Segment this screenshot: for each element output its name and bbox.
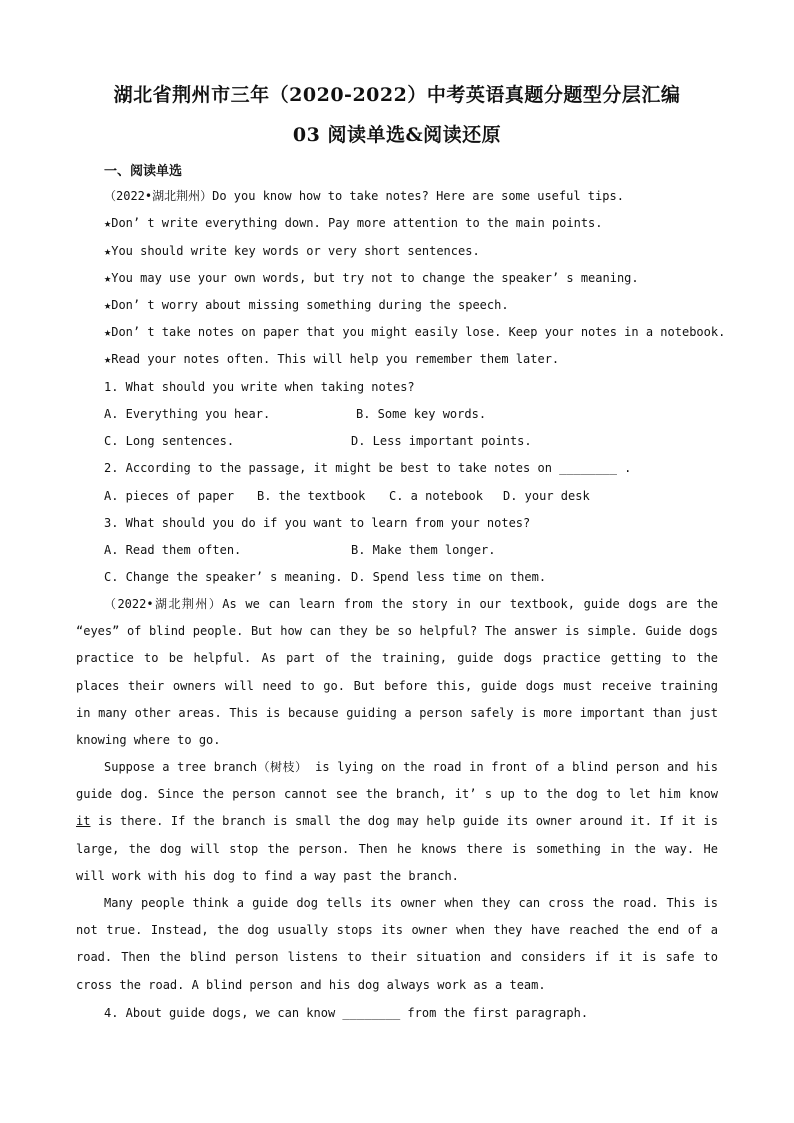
q2-option-c: C. a notebook (389, 489, 483, 503)
passage1-intro: （2022•湖北荆州）Do you know how to take notes? Here are some useful tips. (104, 189, 624, 203)
tip-item: ★Don’ t worry about missing something during the speech. (104, 298, 509, 312)
page-subtitle: 03 阅读单选&阅读还原 (292, 124, 502, 146)
tip-item: ★You may use your own words, but try not to change the speaker’ s meaning. (104, 271, 639, 285)
q2-option-a: A. pieces of paper (104, 489, 235, 503)
q3-option-c: C. Change the speaker’ s meaning. (104, 570, 343, 584)
q1-option-b: B. Some key words. (356, 407, 487, 421)
passage2-paragraph-2 (76, 754, 718, 890)
paragraph-text: is there. If the branch is small the dog may help guide its owner around it. If it is large, the dog will stop the person. Then he knows there is something in the way. He will work with his dog to find a way past the branch. (76, 814, 718, 883)
underlined-word: it (76, 814, 91, 829)
q2-option-b: B. the textbook (257, 489, 366, 503)
q1-option-a: A. Everything you hear. (104, 407, 271, 421)
q3-option-d: D. Spend less time on them. (351, 570, 547, 584)
tip-item: ★Read your notes often. This will help you remember them later. (104, 352, 560, 366)
tip-item: ★Don’ t write everything down. Pay more attention to the main points. (104, 216, 603, 230)
section-heading: 一、阅读单选 (104, 164, 183, 179)
question-2-stem: 2. According to the passage, it might be best to take notes on ________ . (104, 461, 632, 475)
q1-option-d: D. Less important points. (351, 434, 532, 448)
q1-option-c: C. Long sentences. (104, 434, 235, 448)
question-4-stem: 4. About guide dogs, we can know ________ from the first paragraph. (104, 1006, 589, 1020)
q2-option-d: D. your desk (503, 489, 590, 503)
question-1-stem: 1. What should you write when taking notes? (104, 380, 415, 394)
q3-option-b: B. Make them longer. (351, 543, 496, 557)
passage2-paragraph-1: （2022•湖北荆州）As we can learn from the story in our textbook, guide dogs are the “eyes” of blind people. But how can they be so helpful? The answer is simple. Guide dogs practice to be helpful. As part of the training, guide dogs practice getting to the places their owners will need to go. But before this, guide dogs must receive training in many other areas. This is because guiding a person safely is more important than just knowing where to go. (76, 597, 718, 748)
passage2-paragraph-3: Many people think a guide dog tells its owner when they can cross the road. This is not true. Instead, the dog usually stops its owner when they have reached the end of a road. Then the blind person listens to their situation and considers if it is safe to cross the road. A blind person and his dog always work as a team. (76, 896, 718, 992)
tip-item: ★You should write key words or very short sentences. (104, 244, 480, 258)
page-title: 湖北省荆州市三年（2020-2022）中考英语真题分题型分层汇编 (113, 84, 681, 106)
q3-option-a: A. Read them often. (104, 543, 242, 557)
paragraph-text: Suppose a tree branch（树枝） is lying on the road in front of a blind person and his guide dog. Since the person cannot see the branch, it’ s up to the dog to let him know (76, 760, 718, 802)
question-3-stem: 3. What should you do if you want to learn from your notes? (104, 516, 531, 530)
tip-item: ★Don’ t take notes on paper that you might easily lose. Keep your notes in a notebook. (104, 325, 726, 339)
